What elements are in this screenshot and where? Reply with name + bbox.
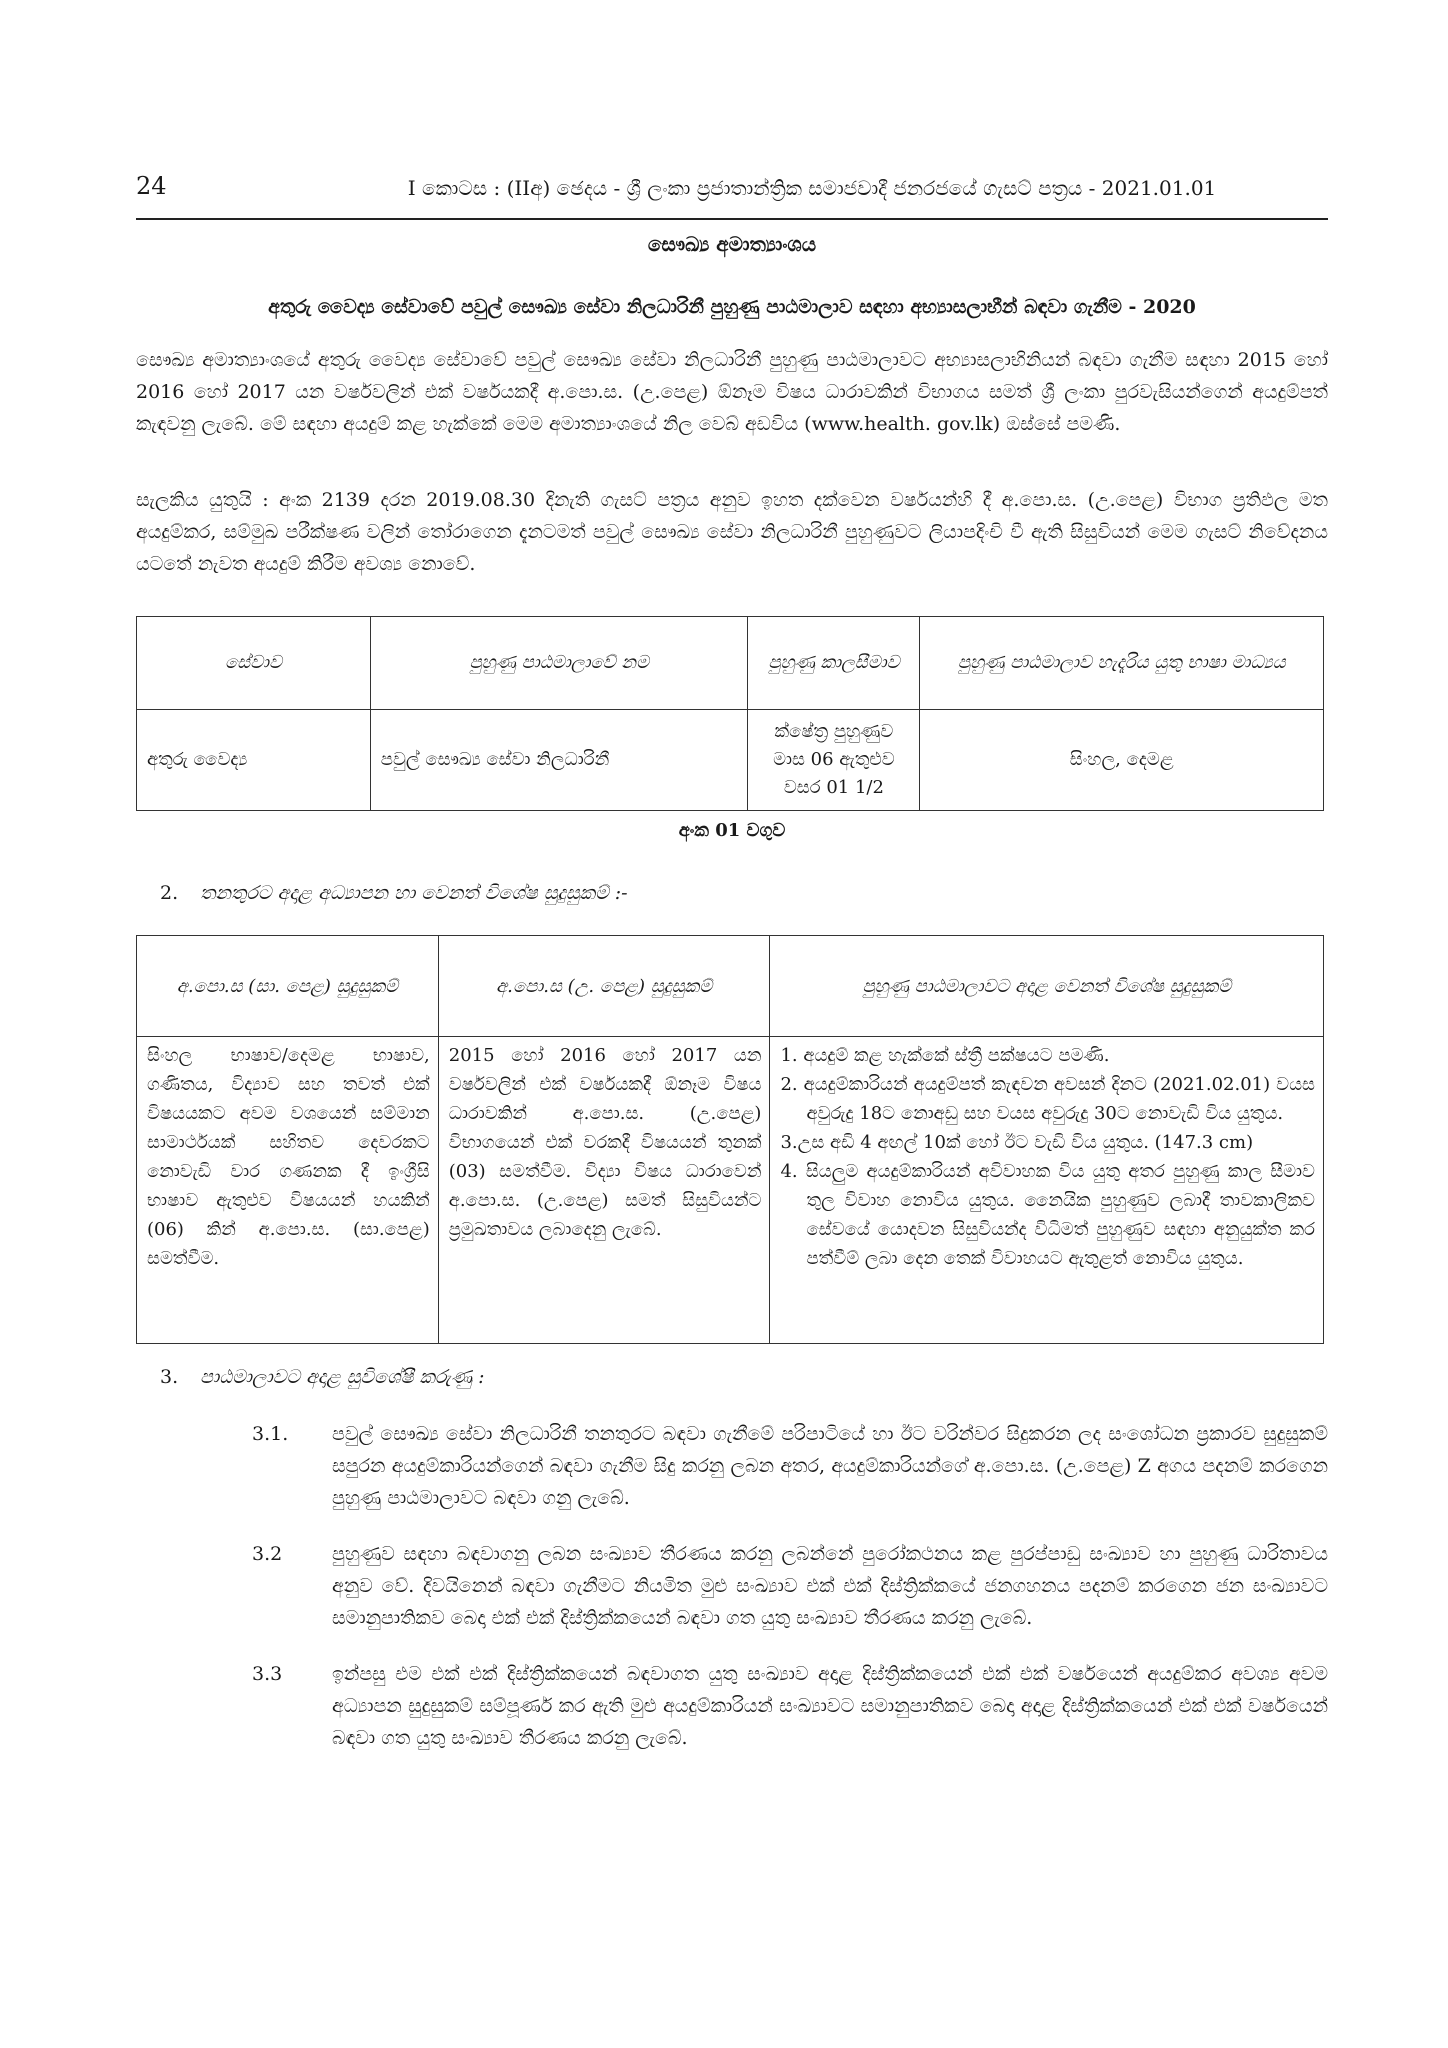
list-item: 1. අයදුම් කළ හැක්කේ ස්ත්‍රී පක්ෂයට පමණි. bbox=[780, 1045, 1110, 1066]
table-cell: අතුරු වෛද්‍ය bbox=[137, 710, 371, 811]
list-item: 2. අයදුම්කාරියන් අයදුම්පත් කැඳවන අවසන් දිනට (2021.02.01) වයස අවුරුදු 18ට නොඅඩු සහ වයස අවුරුදු 30ට නොවැඩි විය යුතුය. bbox=[780, 1074, 1315, 1124]
qualifications-header-row bbox=[137, 936, 1324, 1037]
table-header: පුහුණු කාලසීමාව bbox=[748, 617, 920, 710]
table-row bbox=[137, 1037, 1324, 1344]
table-row bbox=[137, 710, 1324, 811]
header-divider bbox=[136, 218, 1328, 220]
table-header: පුහුණු පාඨමාලාවට අදාළ වෙනත් විශේෂ සුදුසුකම් bbox=[770, 936, 1324, 1037]
notice-title: අතුරු වෛද්‍ය සේවාවේ පවුල් සෞඛ්‍ය සේවා නිලධාරිනී පුහුණු පාඨමාලාව සඳහා අභ්‍යාසලාභීන් බඳවා ගැනීම - 2020 bbox=[268, 296, 1196, 318]
table-cell: ක්ෂේත්‍ර පුහුණුව මාස 06 ඇතුළුව වසර 01 1/2 bbox=[748, 710, 920, 811]
subsection-text: ඉන්පසු එම එක් එක් දිස්ත්‍රික්කයෙන් බඳවාගත යුතු සංඛ්‍යාව අදාළ දිස්ත්‍රික්කයෙන් එක් එක් වර්ෂයෙන් අයදුම්කර අවශ්‍ය අවම අධ්‍යාපන සුදුසුකම් සම්පූර්ණ කර ඇති මුළු අයදුම්කාරියන් සංඛ්‍යාවට සමානුපාතිකව බෙදා අදාළ දිස්ත්‍රික්කයෙන් එක් එක් වර්ෂයෙන් බඳවා ගත යුතු සංඛ්‍යාව තීරණය කරනු ලැබේ. bbox=[332, 1663, 1328, 1749]
requirements-list bbox=[780, 1041, 1315, 1273]
section-title: පාඨමාලාවට අදාළ සුවිශේෂී කරුණු : bbox=[200, 1366, 485, 1388]
list-item: 3.උස අඩි 4 අඟල් 10ක් හෝ ඊට වැඩි විය යුතුය. (147.3 cm) bbox=[780, 1132, 1254, 1153]
subsection-number: 3.2 bbox=[252, 1543, 283, 1565]
section-number: 2. bbox=[160, 882, 179, 904]
al-qualification-cell: 2015 හෝ 2016 හෝ 2017 යන වර්ෂවලින් එක් වර්ෂයකදී ඕනෑම විෂය ධාරාවකින් අ.පො.ස. (උ.පෙළ) විභාගයෙන් එක් වරකදී විෂයයන් තුනක් (03) සමත්වීම. විද්‍යා විෂය ධාරාවෙන් අ.පො.ස. (උ.පෙළ) සමත් සිසුවියන්ට ප්‍රමුඛතාවය ලබාදෙනු ලැබේ. bbox=[438, 1037, 770, 1344]
table-header: අ.පො.ස (සා. පෙළ) සුදුසුකම් bbox=[137, 936, 439, 1037]
list-item: 4. සියලුම අයදුම්කාරියන් අවිවාහක විය යුතු අතර පුහුණු කාල සීමාව තුල විවාහ නොවිය යුතුය. නෛයික පුහුණුව ලබාදී තාවකාලිකව සේවයේ යොදවන සිසුවියන්ද විධිමත් පුහුණුව සඳහා අනුයුක්ත කර පත්වීම් ලබා දෙන තෙක් විවාහයට ඇතුළත් නොවිය යුතුය. bbox=[780, 1161, 1315, 1269]
table-header: පුහුණු පාඨමාලාව හැදෑරිය යුතු භාෂා මාධ්‍යය bbox=[920, 617, 1324, 710]
table-caption: අංක 01 වගුව bbox=[678, 820, 786, 841]
subsection-text: පවුල් සෞඛ්‍ය සේවා නිලධාරිනී තනතුරට බඳවා ගැනීමේ පරිපාටියේ හා ඊට වරින්වර සිදුකරන ලද සංශෝධන ප්‍රකාරව සුදුසුකම් සපුරන අයදුම්කාරියන්ගෙන් බඳවා ගැනීම සිදු කරනු ලබන අතර, අයදුම්කාරියන්ගේ අ.පො.ස. (උ.පෙළ) Z අගය පදනම් කරගෙන පුහුණු පාඨමාලාවට බඳවා ගනු ලැබේ. bbox=[332, 1423, 1328, 1509]
other-qualifications-cell bbox=[770, 1037, 1324, 1344]
ol-qualification-cell: සිංහල භාෂාව/දෙමළ භාෂාව, ගණිතය, විද්‍යාව සහ තවත් එක් විෂයයකට අවම වශයෙන් සම්මාන සාමාර්ථයක් සහිතව දෙවරකට නොවැඩි වාර ගණනක දී ඉංග්‍රීසි භාෂාව ඇතුළුව විෂයයන් හයකින් (06) කින් අ.පො.ස. (සා.පෙළ) සමත්වීම. bbox=[137, 1037, 439, 1344]
section-title: තනතුරට අදාළ අධ්‍යාපන හා වෙනත් විශේෂ සුදුසුකම් :- bbox=[200, 882, 628, 904]
section-2-heading bbox=[160, 882, 628, 904]
qualifications-table bbox=[136, 935, 1324, 1344]
course-table-header-row bbox=[137, 617, 1324, 710]
table-header: පුහුණු පාඨමාලාවේ නම bbox=[370, 617, 748, 710]
header-title: I කොටස : (IIඅ) ඡෙදය - ශ්‍රී ලංකා ප්‍රජාතාන්ත්‍රික සමාජවාදී ජනරජයේ ගැසට් පත්‍රය - 2021.01.01 bbox=[407, 176, 1217, 200]
page-number: 24 bbox=[136, 172, 167, 200]
section-3-heading bbox=[160, 1366, 485, 1388]
table-cell: පවුල් සෞඛ්‍ය සේවා නිලධාරිනී bbox=[370, 710, 748, 811]
ministry-name: සෞඛ්‍ය අමාත්‍යාංශය bbox=[647, 232, 817, 256]
subsection-number: 3.3 bbox=[252, 1663, 283, 1685]
course-table bbox=[136, 616, 1324, 811]
table-header: සේවාව bbox=[137, 617, 371, 710]
section-number: 3. bbox=[160, 1366, 179, 1388]
intro-paragraph: සෞඛ්‍ය අමාත්‍යාංශයේ අතුරු වෛද්‍ය සේවාවේ පවුල් සෞඛ්‍ය සේවා නිලධාරිනී පුහුණු පාඨමාලාවට අභ්‍යාසලාභිනියන් බඳවා ගැනීම සඳහා 2015 හෝ 2016 හෝ 2017 යන වර්ෂවලින් එක් වර්ෂයකදී අ.පො.ස. (උ.පෙළ) ඕනෑම විෂය ධාරාවකින් විභාගය සමත් ශ්‍රී ලංකා පුරවැසියන්ගෙන් අයදුම්පත් කැඳවනු ලැබේ. මේ සඳහා අයදුම් කළ හැක්කේ මෙම අමාත්‍යාංශයේ නිල වෙබ් අඩවිය (www.health. gov.lk) ඔස්සේ පමණි. bbox=[136, 349, 1328, 435]
subsection-text: පුහුණුව සඳහා බඳවාගනු ලබන සංඛ්‍යාව තීරණය කරනු ලබන්නේ පුරෝකථනය කළ පුරප්පාඩු සංඛ්‍යාව හා පුහුණු ධාරිතාවය අනුව වේ. දිවයිනෙන් බඳවා ගැනීමට නියමිත මුළු සංඛ්‍යාව එක් එක් දිස්ත්‍රික්කයේ ජනගහනය පදනම් කරගෙන ජන සංඛ්‍යාවට සමානුපාතිකව බෙදා එක් එක් දිස්ත්‍රික්කයෙන් බඳවා ගත යුතු සංඛ්‍යාව තීරණය කරනු ලැබේ. bbox=[332, 1543, 1328, 1629]
table-header: අ.පො.ස (උ. පෙළ) සුදුසුකම් bbox=[438, 936, 770, 1037]
note-paragraph: සැලකිය යුතුයි : අංක 2139 දරන 2019.08.30 දිනැති ගැසට් පත්‍රය අනුව ඉහත දක්වෙන වර්ෂයන්හි දී අ.පො.ස. (උ.පෙළ) විභාග ප්‍රතිඵල මත අයදුම්කර, සම්මුඛ පරීක්ෂණ වලින් තෝරාගෙන දැනටමත් පවුල් සෞඛ්‍ය සේවා නිලධාරිනී පුහුණුවට ලියාපදිංචි වී ඇති සිසුවියන් මෙම ගැසට් නිවේදනය යටතේ නැවත අයදුම් කිරීම අවශ්‍ය නොවේ. bbox=[136, 489, 1328, 575]
subsection-number: 3.1. bbox=[252, 1423, 289, 1445]
page-header bbox=[136, 172, 1328, 212]
table-cell: සිංහල, දෙමළ bbox=[920, 710, 1324, 811]
